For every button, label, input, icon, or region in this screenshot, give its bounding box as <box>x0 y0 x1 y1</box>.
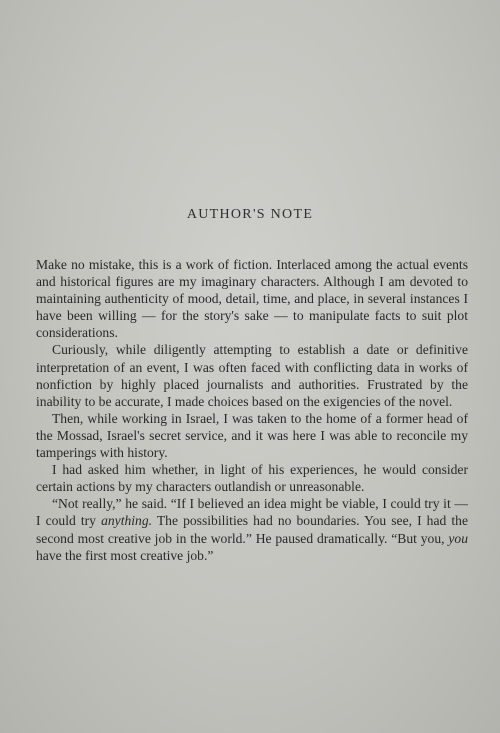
paragraph-1 <box>36 256 468 341</box>
paragraph-5 <box>36 495 468 563</box>
author-note-body <box>36 256 468 564</box>
paragraph-4 <box>36 461 468 495</box>
paragraph-5-text-c: have the first most creative job.” <box>36 547 214 563</box>
paragraph-5-text-a: “Not really,” he said. “If I believed an idea might be viable, I could try it — I could try <box>36 496 468 529</box>
paragraph-5-emphasis-anything: anything. <box>101 513 153 529</box>
paragraph-2-text: Curiously, while diligently attempting to establish a date or definitive interpretation of an event, I was often faced with conflicting data in works of nonfiction by highly placed journalists and authorities. Frustrated by the inability to be accurate, I made choices based on the exigencies of the novel. <box>36 342 468 409</box>
paragraph-3 <box>36 410 468 461</box>
paragraph-1-text: Make no mistake, this is a work of fiction. Interlaced among the actual events and historical figures are my imaginary characters. Although I am devoted to maintaining authenticity of mood, detail, time, and place, in several instances I have been willing — for the story's sake — to manipulate facts to suit plot considerations. <box>36 257 468 341</box>
page-title: AUTHOR'S NOTE <box>186 207 314 222</box>
paragraph-2 <box>36 341 468 409</box>
paragraph-3-text: Then, while working in Israel, I was taken to the home of a former head of the Mossad, Israel's secret service, and it was here I was able to reconcile my tamperings with history. <box>36 410 468 461</box>
paragraph-5-text-b: The possibilities had no boundaries. You see, I had the second most creative job in the world.” He paused dramatically. “But you, <box>36 513 468 546</box>
paragraph-5-emphasis-you: you <box>448 530 468 546</box>
paragraph-4-text: I had asked him whether, in light of his experiences, he would consider certain actions by my characters outlandish or unreasonable. <box>36 462 468 495</box>
